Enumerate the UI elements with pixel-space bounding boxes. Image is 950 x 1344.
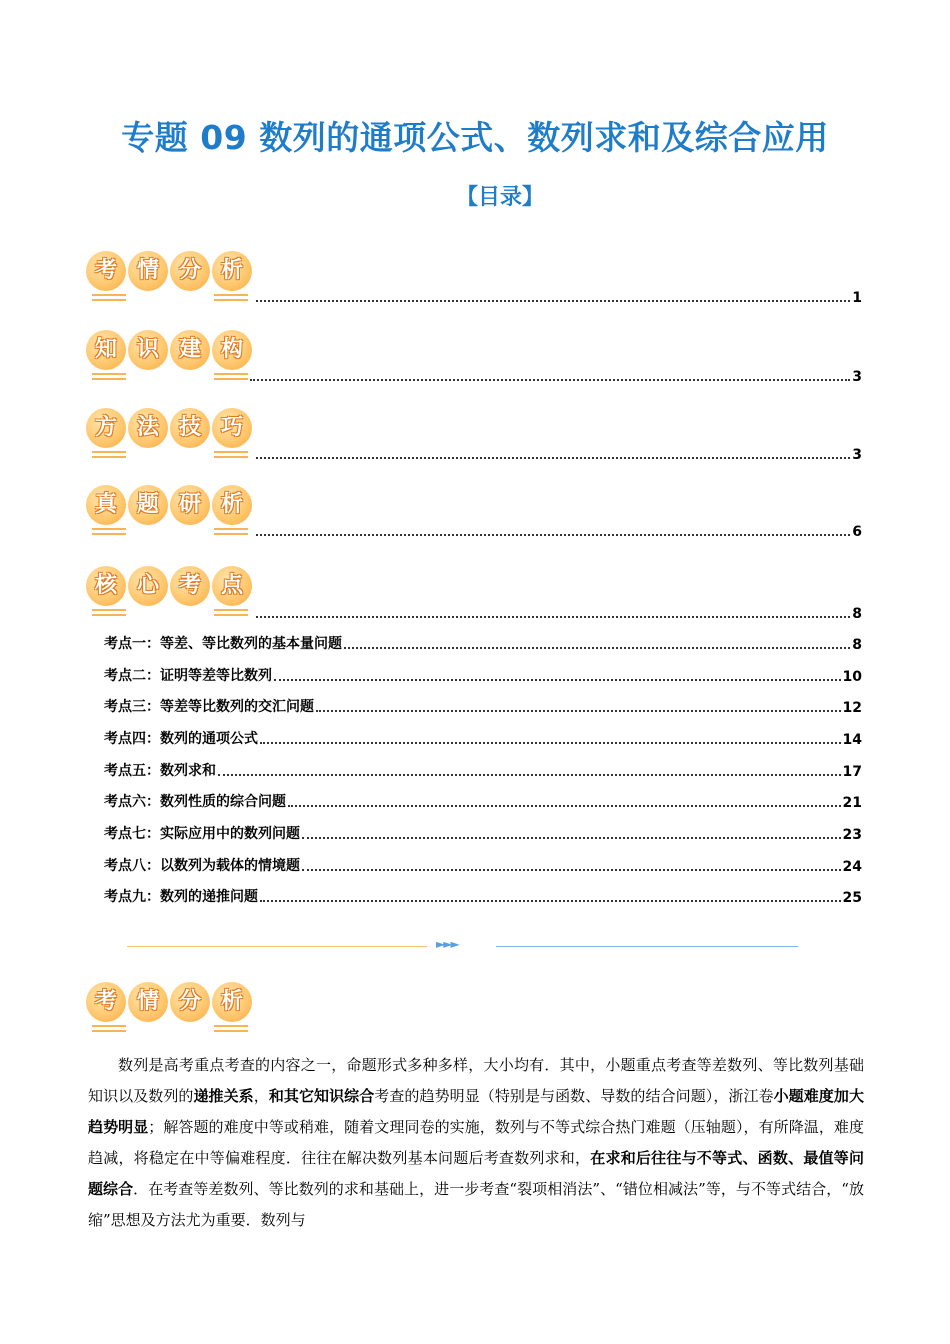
badge-char: 分 (170, 251, 210, 291)
para-run-bold: 在求和后往往与不等式、函数、最值等问题综合 (88, 1149, 864, 1198)
badge-char: 点 (212, 566, 252, 606)
para-run: ；解答题的难度中等或稍难，随着文理同卷的实施，数列与不等式综合热门难题（压轴题），有所降温，难度趋减，将稳定在中等偏难程度．往往在解决数列基本问题后考查数列求和， (88, 1118, 864, 1167)
badge-char: 考 (86, 251, 126, 291)
toc-page-number: 21 (842, 795, 862, 811)
toc-page-number: 14 (842, 732, 862, 748)
toc-subentry-label: 考点二：证明等差等比数列 (104, 668, 272, 684)
divider-arrows-icon: ►►► (436, 937, 458, 951)
badge-char: 考 (86, 982, 126, 1022)
badge-char: 核 (86, 566, 126, 606)
toc-subentry-label: 考点三：等差等比数列的交汇问题 (104, 699, 314, 715)
toc-page-number: 3 (852, 447, 862, 463)
badge-char: 心 (128, 566, 168, 606)
toc-subentry[interactable] (104, 888, 862, 906)
badge-char: 题 (128, 485, 168, 525)
para-run: 考查的趋势明显（特别是与函数、导数的结合问题），浙江卷 (374, 1087, 774, 1105)
para-run-bold: 和其它知识综合 (268, 1087, 375, 1105)
para-run-bold: 递推关系 (193, 1087, 254, 1105)
toc-page-number: 3 (852, 369, 862, 385)
badge-char: 情 (128, 251, 168, 291)
toc-heading: 【目录】 (455, 185, 544, 210)
divider-line-right (496, 946, 798, 947)
toc-entry-zhishi[interactable] (248, 367, 862, 385)
para-run: ．在考查等差数列、等比数列的求和基础上，进一步考查“裂项相消法”、“错位相减法”等，与不等式结合，“放缩”思想及方法尤为重要．数列与 (88, 1180, 864, 1229)
toc-subentry[interactable] (104, 762, 862, 780)
para-run-bold: 小题难度加大趋势明显 (88, 1087, 864, 1136)
badge-char: 法 (128, 408, 168, 448)
toc-entry-kaoqing[interactable] (254, 288, 862, 306)
toc-subentry[interactable] (104, 698, 862, 716)
toc-subentry[interactable] (104, 825, 862, 843)
toc-subentry-label: 考点四：数列的通项公式 (104, 731, 258, 747)
toc-subentry-label: 考点五：数列求和 (104, 763, 216, 779)
badge-char: 考 (170, 566, 210, 606)
toc-entry-hexin[interactable] (254, 604, 862, 622)
badge-char: 识 (128, 330, 168, 370)
toc-entry-fangfa[interactable] (254, 445, 862, 463)
badge-char: 建 (170, 330, 210, 370)
badge-char: 巧 (212, 408, 252, 448)
toc-subentry[interactable] (104, 857, 862, 875)
para-run: 数列是高考重点考查的内容之一，命题形式多种多样，大小均有．其中，小题重点考查等差数列、等比数列基础知识以及数列的 (88, 1056, 864, 1105)
toc-entry-zhenti[interactable] (254, 522, 862, 540)
badge-char: 析 (212, 982, 252, 1022)
toc-page-number: 1 (852, 290, 862, 306)
toc-page-number: 17 (842, 764, 862, 780)
toc-subentry-label: 考点七：实际应用中的数列问题 (104, 826, 300, 842)
toc-page-number: 24 (842, 859, 862, 875)
badge-char: 方 (86, 408, 126, 448)
badge-char: 真 (86, 485, 126, 525)
badge-char: 情 (128, 982, 168, 1022)
section-badge-fangfa (86, 404, 256, 462)
toc-page-number: 12 (842, 700, 862, 716)
toc-subentry-label: 考点六：数列性质的综合问题 (104, 794, 286, 810)
section-badge-zhenti (86, 481, 256, 539)
badge-char: 析 (212, 251, 252, 291)
para-run: ， (253, 1087, 269, 1105)
toc-page-number: 6 (852, 524, 862, 540)
toc-page-number: 23 (842, 827, 862, 843)
analysis-paragraph (88, 1050, 864, 1236)
toc-subentry-label: 考点八：以数列为载体的情境题 (104, 858, 300, 874)
toc-page-number: 10 (842, 669, 862, 685)
divider-line-left (127, 946, 427, 947)
badge-char: 构 (212, 330, 252, 370)
badge-char: 技 (170, 408, 210, 448)
section-badge-kaoqing-body (86, 978, 256, 1036)
badge-char: 分 (170, 982, 210, 1022)
toc-subentry[interactable] (104, 667, 862, 685)
section-badge-kaoqing (86, 247, 256, 305)
toc-subentry-label: 考点一：等差、等比数列的基本量问题 (104, 636, 342, 652)
toc-subentry[interactable] (104, 730, 862, 748)
toc-page-number: 25 (842, 890, 862, 906)
section-badge-hexin (86, 562, 256, 620)
page-title: 专题 09 数列的通项公式、数列求和及综合应用 (121, 118, 829, 157)
badge-char: 研 (170, 485, 210, 525)
toc-subentry-label: 考点九：数列的递推问题 (104, 889, 258, 905)
badge-char: 知 (86, 330, 126, 370)
badge-char: 析 (212, 485, 252, 525)
toc-subentry[interactable] (104, 793, 862, 811)
toc-page-number: 8 (852, 606, 862, 622)
toc-page-number: 8 (852, 637, 862, 653)
toc-subentry[interactable] (104, 635, 862, 653)
section-badge-zhishi (86, 326, 256, 384)
